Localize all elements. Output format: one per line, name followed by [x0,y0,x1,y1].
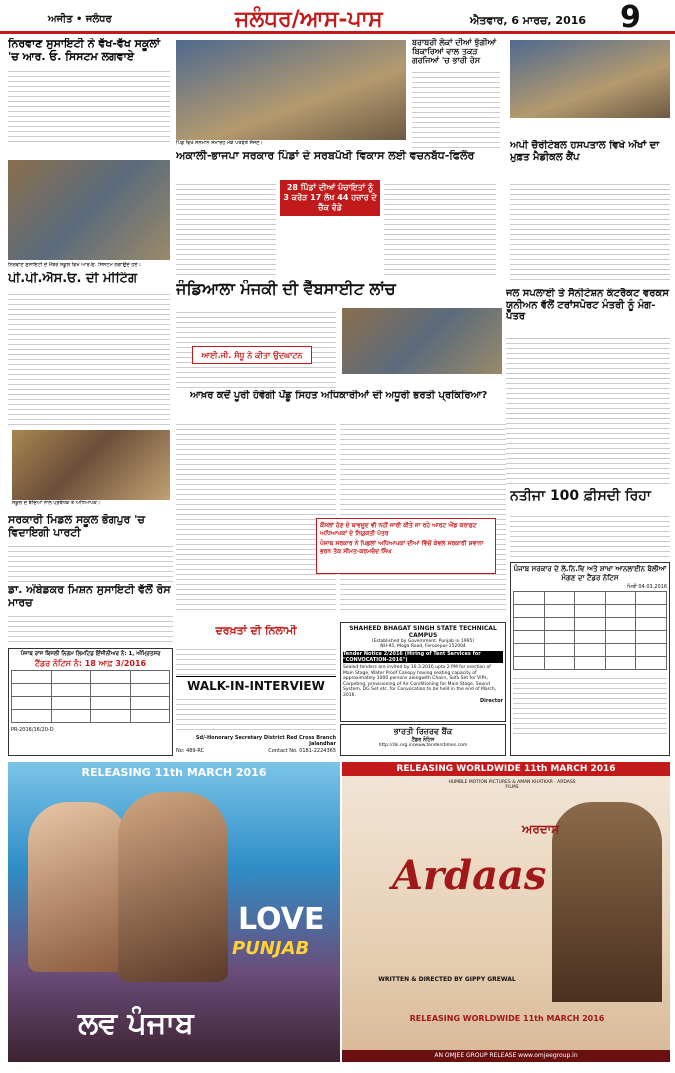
story-water-supply [506,288,670,332]
body-text [8,290,170,425]
section-title: ਜਲੰਧਰ/ਆਸ-ਪਾਸ [235,6,383,32]
pspcl-tender [8,648,173,756]
rbi-ad [340,724,506,756]
tender-title: ਪੰਜਾਬ ਰਾਜ ਬਿਜਲੀ ਨਿਗਮ ਲਿਮਟਿਡ ਇੰਜੀਨੀਅਰ ਨੰ: 1, ਅੰਮ੍ਰਿਤਸਰ [20,651,161,657]
story-fillaur-head [176,150,496,180]
shaheed-ad [340,622,506,722]
release-date-bottom: RELEASING WORLDWIDE 11th MARCH 2016 [409,1014,605,1023]
ad-title: SHAHEED BHAGAT SINGH STATE TECHNICAL CAMPUS [349,625,497,639]
ad-address: NH-95, Moga Road, Ferozepur-152004 [380,644,466,649]
kollar-box [316,518,496,574]
release-date: RELEASING 11th MARCH 2016 [81,766,267,779]
walkin-ad [176,676,336,756]
headline: ਡਾ. ਅੰਬੇਡਕਰ ਮਿਸ਼ਨ ਸੁਸਾਇਟੀ ਵੱਲੋਂ ਰੋਸ ਮਾਰਚ [8,584,171,609]
headline: ਨਿਰਵਾਣ ਸੁਸਾਇਟੀ ਨੇ ਵੱਖ-ਵੱਖ ਸਕੂਲਾਂ 'ਚ ਆਰ. ਓ. ਸਿਸਟਮ ਲਗਵਾਏ [8,38,161,63]
headline: ਅਪੀ ਚੈਰੀਟੇਬਲ ਹਸਪਤਾਲ ਵਿਖੇ ਅੱਖਾਂ ਦਾ ਮੁਫ਼ਤ ਮੈਡੀਕਲ ਕੈਂਪ [510,140,660,163]
body-text [340,420,506,610]
ad-title: ਭਾਰਤੀ ਰਿਜ਼ਰਵ ਬੈਂਕ [393,727,453,736]
tender-notice: ਟੈਂਡਰ ਨੋਟਿਸ ਨੰ: 18 ਆਫ਼ 3/2016 [34,659,147,668]
walkin-footer [176,748,336,756]
story-eye-camp [510,140,670,178]
photo-caption: ਪਿੰਡ ਵਿਖੇ ਸਨਮਾਨ ਸਮਾਰੋਹ ਮੌਕੇ ਪਤਵੰਤੇ ਸੱਜਣ। [176,140,263,146]
pull-quote: ਆਈ.ਜੀ. ਸੰਧੂ ਨੇ ਕੀਤਾ ਉਦਘਾਟਨ [192,346,312,364]
body-text [8,612,173,642]
body-text [384,180,496,276]
ardaas-ad [342,762,670,1062]
ad-number: No: 489-RC [176,748,205,754]
story-result [510,488,670,510]
actor-image [118,792,228,982]
headline: ਅਕਾਲੀ-ਭਾਜਪਾ ਸਰਕਾਰ ਪਿੰਡਾਂ ਦੇ ਸਰਬਪੱਖੀ ਵਿਕਾਸ ਲਈ ਵਚਨਬੱਧ-ਫਿਲੌਰ [176,150,475,162]
headline: ਸਰਕਾਰੀ ਮਿਡਲ ਸਕੂਲ ਭੋਗਪੁਰ 'ਚ ਵਿਦਾਇਗੀ ਪਾਰਟੀ [8,514,145,539]
tender-ref: PR-2016/16/20-D [11,727,54,733]
tender-title: ਪੰਜਾਬ ਸਰਕਾਰ ਦੇ ਲੋ.ਨਿ.ਵਿ ਅਤੇ ਸ਼ਾਖਾ ਆਨਲਾਈਨ ਬੋਲੀਆਂ ਮੰਗਣ ਦਾ ਟੈਂਡਰ ਨੋਟਿਸ [513,565,667,582]
headline: ਆਖ਼ਰ ਕਦੋਂ ਪੂਰੀ ਹੋਵੇਗੀ ਪੇਂਡੂ ਸਿਹਤ ਅਧਿਕਾਰੀਆਂ ਦੀ ਅਧੂਰੀ ਭਰਤੀ ਪ੍ਰਕਿਰਿਆ? [190,390,488,401]
tender-date: ਮਿਤੀ 04.03.2016 [627,584,667,590]
body-text [176,645,336,675]
page-number: 9 [620,0,641,34]
movie-title: LOVE [238,902,325,937]
director-credit: WRITTEN & DIRECTED BY GIPPY GREWAL [378,976,516,983]
hospital-photo [510,40,670,118]
highlight-text: 28 ਪਿੰਡਾਂ ਦੀਆਂ ਪੰਚਾਇਤਾਂ ਨੂੰ 3 ਕਰੋੜ 17 ਲੱਖ 44 ਹਜ਼ਾਰ ਦੇ ਚੈੱਕ ਵੰਡੇ [280,180,380,216]
headline: ਬਰਾਬਰੀ ਲੋਕਾਂ ਦੀਆਂ ਝੁੱਗੀਆਂ ਬਿਕਾਰਿਆਂ ਵਾਲ ਤਕੜ ਗਰਜਿਆਂ 'ਚ ਭਾਰੀ ਰੋਸ [412,38,497,66]
ad-title: WALK-IN-INTERVIEW [187,679,325,693]
kollar-line: ਪੰਜਾਬ ਸਰਕਾਰ ਨੇ ਪਿਛਲਾਂ ਅਧਿਆਪਕਾਂ ਦੀਆਂ ਵਿੱਚੋਂ ਕੇਵਲ ਸਰਕਾਰੀ ਸ਼ਵਾਨਾ ਭਰਨ ਤੱਕ ਸੀਮਤ-ਕਰਮਚੰਦ ਸਿੰਘ [320,540,484,555]
event-photo [176,40,406,140]
photo-caption: ਨਿਰਵਾਣ ਸੁਸਾਇਟੀ ਦੇ ਮੈਂਬਰ ਸਕੂਲ ਵਿਖੇ ਆਰ.ਓ. ਸਿਸਟਮ ਲਗਾਉਂਦੇ ਹੋਏ। [8,262,141,268]
body-text [176,420,336,610]
story-jandiala-head [176,280,506,306]
release-footer: AN OMJEE GROUP RELEASE www.omjeegroup.in [342,1050,670,1062]
movie-title-punjabi: ਅਰਦਾਸ [522,822,560,836]
body-text [506,334,670,484]
body-text [8,542,173,584]
love-punjab-ad [8,762,340,1062]
contact-number: Contact No. 0181-2224365 [268,748,336,754]
movie-title-punjabi: ਲਵ ਪੰਜਾਬ [78,1006,194,1041]
pwd-tender [510,562,670,756]
story-protest [412,38,500,148]
actor-image [552,802,662,1002]
body-text [510,180,670,280]
headline: ਨਤੀਜਾ 100 ਫ਼ੀਸਦੀ ਰਿਹਾ [510,488,651,504]
page-header [0,0,675,34]
edition-label: ਅਜੀਤ • ਜਲੰਧਰ [48,14,112,25]
story-nirvana [8,38,170,160]
body-text [176,180,276,276]
release-date: RELEASING WORLDWIDE 11th MARCH 2016 [342,762,670,776]
story-ambedkar [8,584,173,644]
school-photo [12,430,170,500]
group-photo [8,160,170,260]
ad-body [176,695,336,733]
actor-image [28,802,128,972]
kollar-line: ਕੌਂਸਲਾਂ ਹੋਣ ਦੇ ਬਾਵਜੂਦ ਵੀ ਨਹੀਂ ਜਾਰੀ ਕੀਤੇ ਜਾ ਰਹੇ ਆਰਟ ਐਂਡ ਕਰਾਫ਼ਟ ਅਧਿਆਪਕਾਂ ਦੇ ਨਿਯੁਕਤੀ ਪੱਤਰ [320,522,477,537]
ad-subtitle: (Established by Government. Punjab in 1995) [371,639,475,644]
ad-body: Sealed tenders are invited by 16.3.2016 upto 2 PM for erection of Main Stage, Water Proof Canopy having seating capacity of approximately 1000 persons alongwith Chairs, Sofa Set for VIPs, Carpeting, provisioning of Air Conditioning for Main Stage, Sound System, DG Set etc. for Convocation to be held in the end of March, 2016. [343,665,497,698]
story-health-head [190,390,506,420]
ad-notice: Tender Notice 2/2016 (Hiring of Tent Services for "CONVOCATION-2016") [343,651,503,663]
body-text [510,512,670,560]
story-farewell [8,514,173,584]
ad-signature: Director [480,698,503,704]
ad-signature: Sd/-Honorary Secretary District Red Cross Branch Jalandhar [195,735,336,747]
headline: ਦਰਖ਼ਤਾਂ ਦੀ ਨਿਲਾਮੀ [215,625,297,637]
tender-table [513,591,667,670]
headline: ਜੰਡਿਆਲਾ ਮੰਜਕੀ ਦੀ ਵੈੱਬਸਾਈਟ ਲਾਂਚ [176,280,396,298]
presenters: HUMBLE MOTION PICTURES & AMAN KHATKAR · ARDASS FILMS [448,780,576,790]
launch-photo [342,308,502,374]
movie-title: Ardaas [392,852,547,899]
issue-date: ਐਤਵਾਰ, 6 ਮਾਰਚ, 2016 [470,14,587,27]
ad-url: http://rbi.org.in/www.tenderstimes.com [378,743,468,748]
headline: ਪੀ.ਪੀ.ਐਸ.ਓ. ਦੀ ਮੀਟਿੰਗ [8,272,138,286]
photo-caption: ਸਕੂਲ ਦੇ ਬੱਚਿਆਂ ਨਾਲ ਪ੍ਰਬੰਧਕ ਤੇ ਅਧਿਆਪਕ। [12,500,101,506]
headline: ਜਲ ਸਪਲਾਈ ਤੇ ਸੈਨੀਟੇਸ਼ਨ ਕੰਟਰੈਕਟ ਵਰਕਸ ਯੂਨੀਅਨ ਵੱਲੋਂ ਟਰਾਂਸਪੋਰਟ ਮੰਤਰੀ ਨੂੰ ਮੰਗ-ਪੱਤਰ [506,288,669,322]
tender-table [11,670,170,723]
body-text [8,67,170,143]
story-ppso [8,272,170,432]
highlight-box [280,180,380,276]
movie-title-sub: PUNJAB [232,938,310,959]
body-text [513,674,667,734]
ad-subtitle: ਟੈਂਡਰ ਨੋਟਿਸ [411,737,435,743]
body-text [412,68,500,148]
